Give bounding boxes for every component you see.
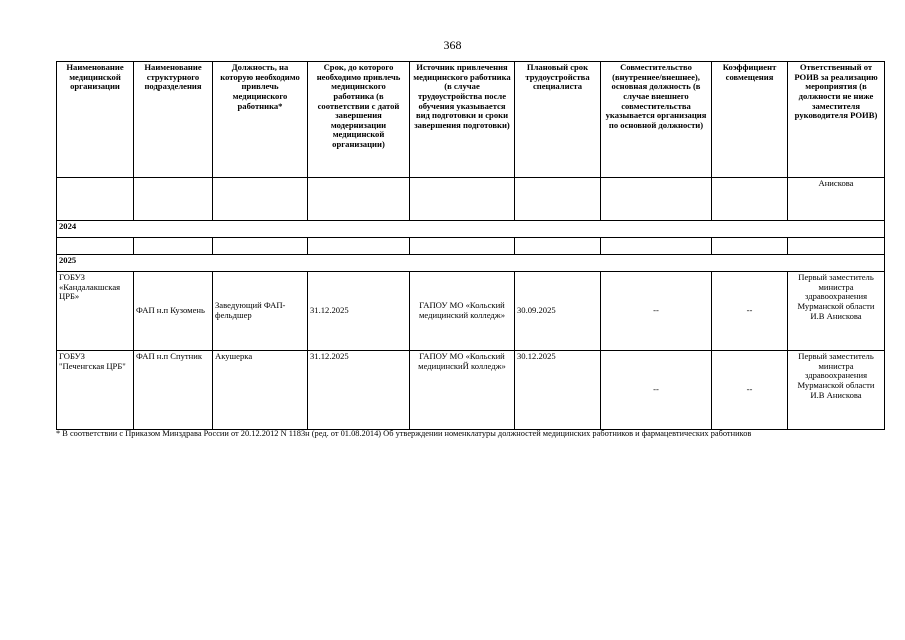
cell-planned: 30.12.2025 (515, 351, 601, 430)
cell-coefficient: -- (712, 351, 788, 430)
cell-planned: 30.09.2025 (515, 272, 601, 351)
header-responsible: Ответственный от РОИВ за реализацию мероприятия (в должности не ниже заместителя руководителя РОИВ) (788, 62, 885, 178)
cell-source: ГАПОУ МО «Кольский медицинскиЙ колледж» (410, 351, 515, 430)
header-coefficient: Коэффициент совмещения (712, 62, 788, 178)
year-row-2024 (57, 221, 885, 238)
responsible-name: Анискова (788, 178, 885, 221)
cell-deadline: 31.12.2025 (308, 272, 410, 351)
cell-coefficient: -- (712, 272, 788, 351)
header-deadline: Срок, до которого необходимо привлечь медицинского работника (в соответствии с датой завершения модернизации медицинской организации) (308, 62, 410, 178)
header-org: Наименование медицинской организации (57, 62, 134, 178)
cell-position: Заведующий ФАП-фельдшер (213, 272, 308, 351)
header-unit: Наименование структурного подразделения (134, 62, 213, 178)
cell-responsible: Первый заместитель министра здравоохранения Мурманской области И.В Анискова (788, 351, 885, 430)
header-combination: Совместительство (внутреннее/внешнее), основная должность (в случае внешнего совместительства указывается организация по основной должности) (601, 62, 712, 178)
footnote: * В соответствии с Приказом Минздрава России от 20.12.2012 N 1183н (ред. от 01.08.2014) Об утверждении номенклатуры должностей медицинских работников и фармацевтических работников (56, 429, 752, 438)
header-row (57, 62, 885, 178)
year-label: 2025 (57, 255, 885, 272)
cell-org: ГОБУЗ «Кандалакшская ЦРБ» (57, 272, 134, 351)
cell-position: Акушерка (213, 351, 308, 430)
cell-source: ГАПОУ МО «Кольский медицинский колледж» (410, 272, 515, 351)
cell-combination: -- (601, 272, 712, 351)
header-planned: Плановый срок трудоустройства специалиста (515, 62, 601, 178)
staffing-table (56, 61, 885, 430)
responsible-subrow (57, 178, 885, 221)
page-number: 368 (443, 38, 462, 52)
table-row (57, 272, 885, 351)
header-source: Источник привлечения медицинского работника (в случае трудоустройства после обучения указывается вид подготовки и сроки завершения подготовки) (410, 62, 515, 178)
cell-deadline: 31.12.2025 (308, 351, 410, 430)
cell-unit: ФАП н.п Кузомень (134, 272, 213, 351)
cell-responsible: Первый заместитель министра здравоохранения Мурманской области И.В Анискова (788, 272, 885, 351)
cell-org: ГОБУЗ "Печенгская ЦРБ" (57, 351, 134, 430)
empty-row (57, 238, 885, 255)
year-row-2025 (57, 255, 885, 272)
cell-combination: -- (601, 351, 712, 430)
table-row (57, 351, 885, 430)
cell-unit: ФАП н.п Спутник (134, 351, 213, 430)
year-label: 2024 (57, 221, 885, 238)
header-position: Должность, на которую необходимо привлечь медицинского работника* (213, 62, 308, 178)
